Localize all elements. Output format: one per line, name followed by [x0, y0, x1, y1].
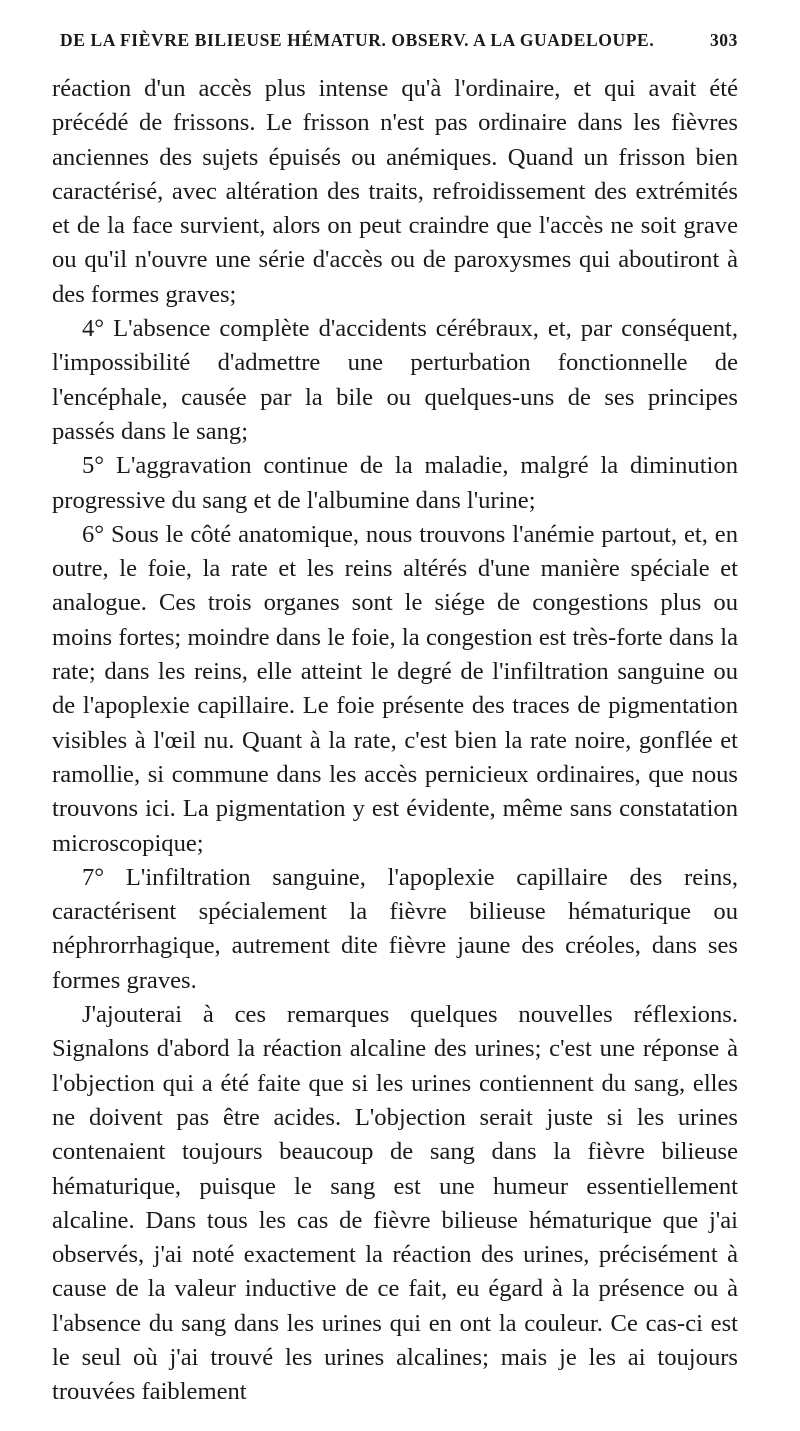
paragraph-item-7: 7° L'infiltration sanguine, l'apoplexie capillaire des reins, caractérisent spécialement la fièvre bilieuse hématurique ou néphrorrhagique, autrement dite fièvre jaune des créoles, dans ses formes graves.	[52, 863, 738, 994]
running-title: DE LA FIÈVRE BILIEUSE HÉMATUR. OBSERV. A LA GUADELOUPE.	[60, 30, 655, 50]
page-number: 303	[709, 30, 738, 50]
paragraph-reflexions: J'ajouterai à ces remarques quelques nouvelles réflexions. Signalons d'abord la réaction alcaline des urines; c'est une réponse à l'objection qui a été faite que si les urines contiennent du sang, elles ne doivent pas être acides. L'objection serait juste si les urines contenaient toujours beaucoup de sang dans la fièvre bilieuse hématurique, puisque le sang est une humeur essentiellement alcaline. Dans tous les cas de fièvre bilieuse hématurique que j'ai observés, j'ai noté exactement la réaction des urines, précisément à cause de la valeur inductive de ce fait, eu égard à la présence ou à l'absence du sang dans les urines qui en ont la couleur. Ce cas-ci est le seul où j'ai trouvé les urines alcalines; mais je les ai toujours trouvées faiblement	[52, 1001, 738, 1406]
body-text	[52, 72, 738, 1410]
paragraph-item-5: 5° L'aggravation continue de la maladie, malgré la diminution progressive du sang et de l'albumine dans l'urine;	[52, 452, 738, 514]
running-head	[60, 30, 738, 60]
paragraph-continuation: réaction d'un accès plus intense qu'à l'ordinaire, et qui avait été précédé de frissons. Le frisson n'est pas ordinaire dans les fièvres anciennes des sujets épuisés ou anémiques. Quand un frisson bien caractérisé, avec altération des traits, refroidissement des extrémités et de la face survient, alors on peut craindre que l'accès ne soit grave ou qu'il n'ouvre une série d'accès ou de paroxysmes qui aboutiront à des formes graves;	[52, 75, 738, 308]
page	[52, 30, 738, 1410]
paragraph-item-4: 4° L'absence complète d'accidents cérébraux, et, par conséquent, l'impossibilité d'admettre une perturbation fonctionnelle de l'encéphale, causée par la bile ou quelques-uns de ses principes passés dans le sang;	[52, 315, 738, 445]
paragraph-item-6: 6° Sous le côté anatomique, nous trouvons l'anémie partout, et, en outre, le foie, la rate et les reins altérés d'une manière spéciale et analogue. Ces trois organes sont le siége de congestions plus ou moins fortes; moindre dans le foie, la congestion est très-forte dans la rate; dans les reins, elle atteint le degré de l'infiltration sanguine ou de l'apoplexie capillaire. Le foie présente des traces de pigmentation visibles à l'œil nu. Quant à la rate, c'est bien la rate noire, gonflée et ramollie, si commune dans les accès pernicieux ordinaires, que nous trouvons ici. La pigmentation y est évidente, même sans constatation microscopique;	[52, 520, 738, 857]
